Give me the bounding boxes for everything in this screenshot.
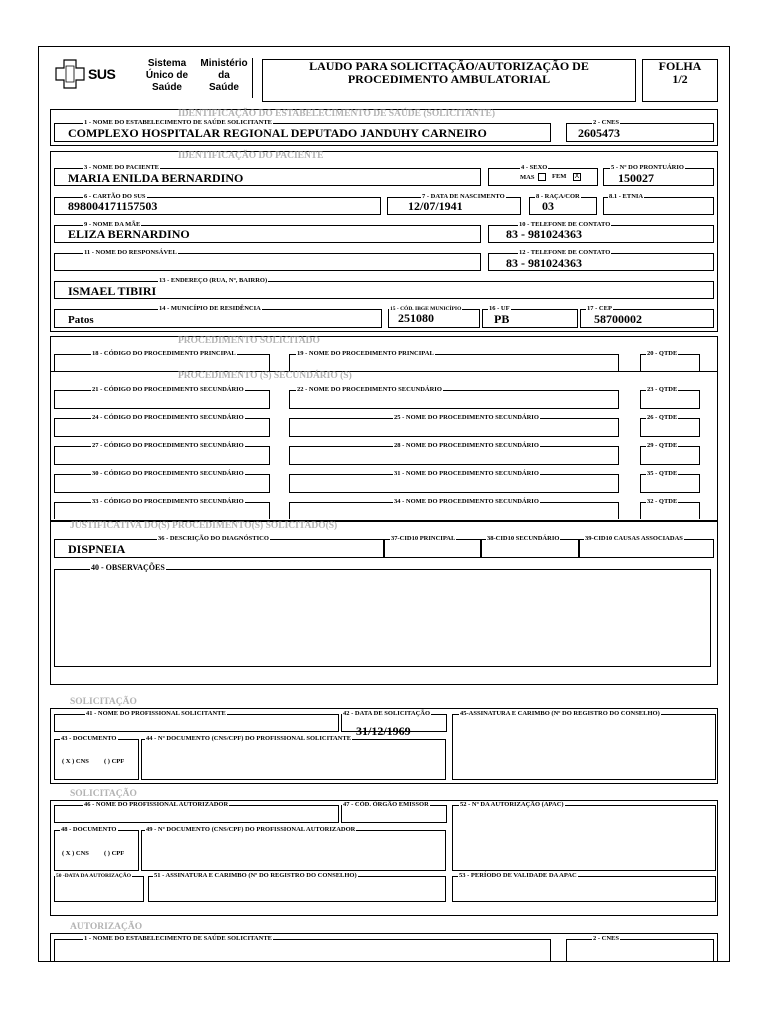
justificativa-heading: JUSTIFICATIVA DO(S) PROCEDIMENTO(S) SOLICITADO(S) — [70, 521, 338, 531]
ministerio-text — [196, 58, 252, 94]
raca-label: 8 - RAÇA/COR — [536, 193, 580, 200]
apac-label: 52 - Nº DA AUTORIZAÇÃO (APAC) — [460, 801, 564, 808]
nascimento-value: 12/07/1941 — [408, 199, 463, 213]
observacoes-label: 40 - OBSERVAÇÕES — [91, 563, 165, 572]
endereco-label: 13 - ENDEREÇO (RUA, Nº, BAIRRO) — [159, 277, 268, 284]
form-title-line2: PROCEDIMENTO AMBULATORIAL — [347, 72, 551, 86]
diagnostico-value: DISPNEIA — [68, 542, 126, 556]
responsavel-label: 11 - NOME DO RESPONSÁVEL — [84, 249, 177, 256]
cod-principal-label: 18 - CÓDIGO DO PROCEDIMENTO PRINCIPAL — [92, 350, 236, 357]
ministerio-line: Saúde — [208, 82, 239, 93]
folha — [642, 60, 718, 86]
autorizacao-nome-label: 1 - NOME DO ESTABELECIMENTO DE SAÚDE SOLICITANTE — [84, 935, 272, 942]
estabelecimento-heading: IDENTIFICAÇÃO DO ESTABELECIMENTO DE SAÚDE (SOLICITANTE) — [178, 109, 495, 119]
autorizacao-cnes-label: 2 - CNES — [593, 935, 620, 942]
folha-label: FOLHA — [658, 59, 702, 73]
uf-label: 16 - UF — [489, 305, 510, 312]
autorizacao-cnes-field[interactable] — [566, 939, 714, 962]
paciente-nome-label: 3 - NOME DO PACIENTE — [84, 164, 159, 171]
qtde-secundario-label: 29 - QTDE — [647, 442, 678, 449]
secundario-divider — [50, 371, 718, 372]
etnia-label: 8.1 - ETNIA — [609, 193, 644, 200]
cid-secundario-label: 38-CID10 SECUNDÁRIO — [487, 535, 560, 542]
qtde-principal-label: 20 - QTDE — [647, 350, 678, 357]
procedimento-heading: PROCEDIMENTO SOLICITADO — [178, 336, 320, 346]
validade-apac-label: 53 - PERÍODO DE VALIDADE DA APAC — [459, 872, 577, 879]
apac-field[interactable] — [452, 805, 716, 871]
form-title — [262, 60, 636, 86]
sexo-fem-label: FEM — [552, 173, 567, 180]
nome-secundario-label: 28 - NOME DO PROCEDIMENTO SECUNDÁRIO — [394, 442, 539, 449]
cod-secundario-label: 27 - CÓDIGO DO PROCEDIMENTO SECUNDÁRIO — [92, 442, 244, 449]
sistema-text — [141, 58, 193, 94]
autorizador-heading: SOLICITAÇÃO — [70, 789, 137, 799]
observacoes-field[interactable] — [54, 569, 711, 667]
estabelecimento-nome-label: 1 - NOME DO ESTABELECIMENTO DE SAÚDE SOLICITANTE — [84, 119, 272, 126]
documento-solicitante-label: 43 - DOCUMENTO — [61, 735, 117, 742]
cpf-option-autorizador[interactable]: ( ) CPF — [104, 850, 125, 857]
ndoc-autorizador-label: 49 - Nº DOCUMENTO (CNS/CPF) DO PROFISSIONAL AUTORIZADOR — [146, 826, 356, 833]
cid-principal-label: 37-CID10 PRINCIPAL — [391, 535, 456, 542]
cns-option-autorizador[interactable]: ( X ) CNS — [62, 850, 89, 857]
telefone2-label: 12 - TELEFONE DE CONTATO — [519, 249, 611, 256]
data-solicitacao-label: 42 - DATA DE SOLICITAÇÃO — [343, 710, 431, 717]
ndoc-autorizador-field[interactable] — [141, 830, 446, 871]
folha-value: 1/2 — [672, 72, 688, 86]
telefone2-value: 83 - 981024363 — [506, 256, 582, 270]
cpf-option[interactable]: ( ) CPF — [104, 758, 125, 765]
cartao-sus-label: 6 - CARTÃO DO SUS — [84, 193, 146, 200]
documento-autorizador-label: 48 - DOCUMENTO — [61, 826, 117, 833]
form-title-line1: LAUDO PARA SOLICITAÇÃO/AUTORIZAÇÃO DE — [309, 59, 589, 73]
paciente-nome-value: MARIA ENILDA BERNARDINO — [68, 171, 244, 185]
ndoc-solicitante-field[interactable] — [141, 739, 446, 780]
cod-secundario-label: 24 - CÓDIGO DO PROCEDIMENTO SECUNDÁRIO — [92, 414, 244, 421]
solicitacao-heading: SOLICITAÇÃO — [70, 697, 137, 707]
nome-secundario-label: 31 - NOME DO PROCEDIMENTO SECUNDÁRIO — [394, 470, 539, 477]
cnes-label: 2 - CNES — [593, 119, 620, 126]
ministerio-line: Ministério — [200, 58, 248, 69]
profissional-solicitante-label: 41 - NOME DO PROFISSIONAL SOLICITANTE — [86, 710, 226, 717]
qtde-secundario-label: 35 - QTDE — [647, 470, 678, 477]
cod-secundario-label: 33 - CÓDIGO DO PROCEDIMENTO SECUNDÁRIO — [92, 498, 244, 505]
sexo-fem-checkbox[interactable]: X — [574, 173, 580, 180]
uf-value: PB — [494, 312, 510, 326]
autorizacao-heading: AUTORIZAÇÃO — [70, 922, 143, 932]
municipio-value: Patos — [68, 314, 94, 326]
sistema-line: Sistema — [147, 58, 187, 69]
nome-secundario-label: 25 - NOME DO PROCEDIMENTO SECUNDÁRIO — [394, 414, 539, 421]
cartao-sus-value: 898004171157503 — [68, 199, 158, 213]
sistema-line: Saúde — [151, 82, 182, 93]
nascimento-label: 7 - DATA DE NASCIMENTO — [422, 193, 505, 200]
ministerio-line: da — [218, 70, 230, 81]
endereco-value: ISMAEL TIBIRI — [68, 284, 157, 298]
orgao-emissor-label: 47 - CÓD. ÓRGÃO EMISSOR — [343, 801, 429, 808]
qtde-secundario-label: 23 - QTDE — [647, 386, 678, 393]
telefone1-label: 10 - TELEFONE DE CONTATO — [519, 221, 611, 228]
data-solicitacao-value: 31/12/1969 — [356, 724, 411, 738]
header-divider — [252, 58, 253, 98]
ibge-value: 251080 — [398, 311, 434, 325]
assinatura-solicitante-field[interactable] — [452, 714, 716, 780]
sistema-line: Único de — [145, 70, 189, 81]
cns-option[interactable]: ( X ) CNS — [62, 758, 89, 765]
nome-secundario-label: 22 - NOME DO PROCEDIMENTO SECUNDÁRIO — [297, 386, 442, 393]
raca-value: 03 — [542, 199, 554, 213]
ndoc-solicitante-label: 44 - Nº DOCUMENTO (CNS/CPF) DO PROFISSIONAL SOLICITANTE — [146, 735, 352, 742]
data-autorizacao-label: 50 -DATA DA AUTORIZAÇÃO — [56, 873, 132, 879]
assinatura-solicitante-label: 45-ASSINATURA E CARIMBO (Nº DO REGISTRO DO CONSELHO) — [460, 710, 660, 717]
causas-label: 39-CID10 CAUSAS ASSOCIADAS — [585, 535, 683, 542]
sus-logo — [54, 58, 114, 96]
sexo-label: 4 - SEXO — [521, 164, 548, 171]
diagnostico-label: 36 - DESCRIÇÃO DO DIAGNÓSTICO — [158, 535, 269, 542]
municipio-label: 14 - MUNICÍPIO DE RESIDÊNCIA — [159, 305, 261, 312]
sexo-mas-label: MAS — [520, 174, 535, 181]
profissional-autorizador-label: 46 - NOME DO PROFISSIONAL AUTORIZADOR — [84, 801, 229, 808]
qtde-secundario-label: 26 - QTDE — [647, 414, 678, 421]
estabelecimento-nome-value: COMPLEXO HOSPITALAR REGIONAL DEPUTADO JANDUHY CARNEIRO — [68, 126, 487, 140]
sus-logo-text: SUS — [88, 66, 116, 82]
prontuario-label: 5 - Nº DO PRONTUÁRIO — [611, 164, 684, 171]
cep-value: 58700002 — [594, 312, 642, 326]
telefone1-value: 83 - 981024363 — [506, 227, 582, 241]
secundario-heading: PROCEDIMENTO (S) SECUNDÁRIO (S) — [178, 371, 352, 381]
cnes-value: 2605473 — [578, 126, 620, 140]
sexo-mas-checkbox[interactable] — [538, 173, 546, 181]
nome-secundario-label: 34 - NOME DO PROCEDIMENTO SECUNDÁRIO — [394, 498, 539, 505]
cod-secundario-label: 30 - CÓDIGO DO PROCEDIMENTO SECUNDÁRIO — [92, 470, 244, 477]
assinatura-autorizador-label: 51 - ASSINATURA E CARIMBO (Nº DO REGISTRO DO CONSELHO) — [154, 872, 357, 879]
ibge-label: 15 - CÓD. IBGE MUNICÍPIO — [390, 306, 462, 312]
cep-label: 17 - CEP — [587, 305, 612, 312]
mae-label: 9 - NOME DA MÃE — [84, 221, 141, 228]
mae-value: ELIZA BERNARDINO — [68, 227, 190, 241]
qtde-secundario-label: 32 - QTDE — [647, 498, 678, 505]
nome-principal-label: 19 - NOME DO PROCEDIMENTO PRINCIPAL — [297, 350, 434, 357]
cod-secundario-label: 21 - CÓDIGO DO PROCEDIMENTO SECUNDÁRIO — [92, 386, 244, 393]
prontuario-value: 150027 — [618, 171, 654, 185]
paciente-heading: IDENTIFICAÇÃO DO PACIENTE — [178, 151, 324, 161]
